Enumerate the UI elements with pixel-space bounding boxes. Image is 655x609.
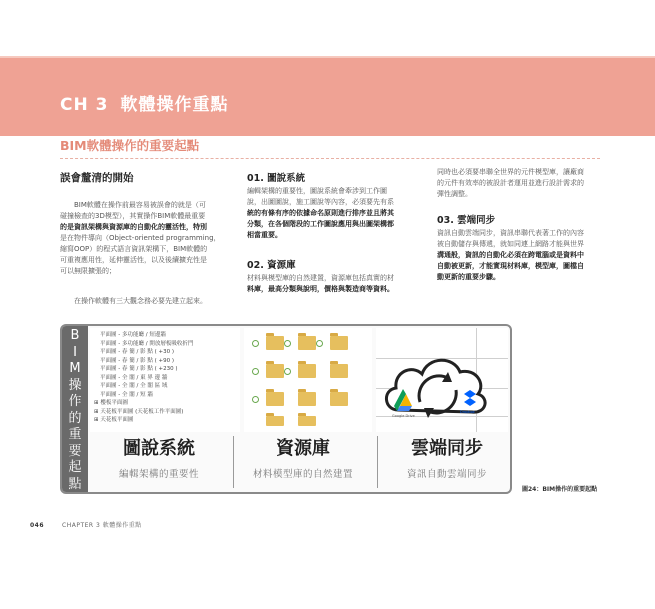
col3-line: 彈性調整。 [437, 190, 472, 198]
tree-row[interactable]: 平面圖 - 春 簡 / 影 點 ( +30 ) [100, 349, 174, 355]
side-char: 點 [68, 476, 82, 492]
sync-check-icon [316, 340, 323, 347]
col2-line: 統的有條有序的依據命名原則進行排序並且將其 [247, 209, 394, 217]
col1-line: 可重複應用性，延伸靈活性，以及後續擴充性是 [60, 256, 207, 264]
side-char: B [70, 328, 80, 343]
caption-main: 資源庫 [276, 438, 330, 459]
col2-paragraph-1 [247, 186, 423, 241]
col3-line: 動更新的重要步驟。 [437, 273, 500, 281]
expand-icon[interactable]: ⊞ [94, 400, 101, 406]
sync-check-icon [284, 340, 291, 347]
folder-icon[interactable] [330, 392, 348, 406]
col3-line: 資訊自動雲端同步，資訊串聯代表著工作的內容 [437, 229, 584, 237]
sync-check-icon [252, 368, 259, 375]
col3-paragraph-3 [437, 228, 613, 283]
side-char: M [69, 361, 81, 376]
col3-heading-3: 03. 雲端同步 [437, 215, 496, 226]
tree-row[interactable]: 平面圖 - 春 簡 / 影 點 ( +90 ) [100, 357, 174, 364]
folder-icon[interactable] [330, 336, 348, 350]
folder-icon[interactable] [298, 416, 316, 426]
col2-heading-2: 02. 資源庫 [247, 260, 296, 271]
col1-heading: 誤會釐清的開始 [60, 172, 134, 184]
caption-sub: 材料模型庫的自然建置 [252, 469, 353, 480]
folder-icon[interactable] [298, 392, 316, 406]
cloud-sync-panel [376, 328, 508, 432]
dropbox-label: Dropbox [460, 410, 475, 414]
col3-line: 自動被更新，才能實現材料庫，模型庫，圖檔自 [437, 262, 584, 270]
google-drive-label: Google Drive [392, 414, 415, 418]
page-footer [30, 520, 142, 529]
col1-paragraph [60, 200, 236, 277]
expand-icon[interactable]: ⊞ [94, 417, 101, 423]
col3-paragraph-0 [437, 167, 613, 200]
folder-icon[interactable] [266, 416, 284, 426]
figure-bim-overview [60, 324, 512, 494]
tree-row[interactable]: 平面圖 - 全 閣 / 東 界 邊 牆 [100, 374, 168, 381]
folder-icon[interactable] [266, 392, 284, 406]
folder-icon[interactable] [266, 336, 284, 350]
chapter-title [60, 90, 228, 115]
caption-main: 雲端同步 [411, 438, 483, 459]
folder-icon[interactable] [298, 336, 316, 350]
col3-line: 同時也必須要串聯全世界的元件模型庫，讓廠商 [437, 168, 584, 176]
col2-line: 材料與模型庫的自然建置，資源庫包括真實的材 [247, 274, 394, 282]
caption-sub: 資訊自動雲端同步 [406, 469, 487, 480]
tree-row[interactable]: ⊞ 樓板平面圖 [94, 400, 128, 406]
side-char: 的 [68, 410, 82, 426]
expand-icon[interactable]: ⊞ [94, 408, 101, 415]
col1-line: BIM軟體在操作前最容易被誤會的就是（可 [74, 201, 206, 209]
col1-line: 是在物件導向（Object-oriented programming， [60, 234, 221, 242]
sync-check-icon [252, 396, 259, 403]
col3-line: 被自動儲存與傳遞，就如同連上網路才能與世界 [437, 240, 584, 248]
side-char: 起 [68, 460, 82, 475]
tree-row[interactable]: 平面圖 - 多功能廳 / 短邊牆 [100, 332, 166, 338]
side-char: 操 [68, 377, 82, 393]
folder-icon[interactable] [266, 364, 284, 378]
folder-icon[interactable] [330, 364, 348, 378]
sync-check-icon [284, 368, 291, 375]
chapter-number: CH 3 [60, 95, 109, 115]
col2-paragraph-2 [247, 273, 423, 295]
figure-side-label [62, 326, 88, 492]
figure-caption: 圖24：BIM操作的重要起點 [522, 486, 598, 493]
col2-line: 說，出圖圖說，施工圖說等內容，必須要先有系 [247, 198, 394, 206]
side-char: 作 [68, 394, 82, 409]
col1-line: 碰撞檢查的3D模型），其實操作BIM軟體最重要 [60, 212, 206, 220]
tree-row[interactable]: 平面圖 - 全 閣 / 全 閣 區 域 [100, 383, 168, 389]
section-divider [60, 158, 600, 159]
section-title: BIM軟體操作的重要起點 [60, 138, 200, 153]
tree-row[interactable]: ⊞ 天花板平面圖 (天花板工作平面圖) [94, 408, 184, 415]
tree-row[interactable]: 平面圖 - 多功能廳 / 開放層板吸收折門 [100, 340, 194, 347]
sync-check-icon [252, 340, 259, 347]
side-char: 要 [68, 443, 82, 459]
footer-chapter: CHAPTER 3 軟體操作重點 [62, 522, 142, 529]
side-char: I [73, 344, 77, 360]
tree-row[interactable]: 平面圖 - 春 簡 / 影 點 ( +230 ) [100, 366, 178, 372]
folder-icon[interactable] [298, 364, 316, 378]
col2-line: 編輯架構的重要性，圖說系統會牽涉到工作圖 [247, 187, 387, 195]
col2-line: 分類，在各個階段的工作圖說應用與出圖架構都 [247, 220, 394, 228]
col2-line: 料庫，最高分類與說明，價格與製造商等資料。 [247, 285, 394, 293]
caption-drawing-system [90, 432, 228, 492]
col1-line: 縮寫OOP）的程式語言資訊架構下，BIM軟體的 [60, 245, 208, 253]
project-browser-tree [90, 328, 240, 432]
tree-row[interactable]: 平面圖 - 全 閣 / 短 牆 [100, 391, 153, 398]
col3-line: 溝通般，資訊的自動化必須在跨電腦或是資料中 [437, 251, 584, 259]
resource-folder-grid [244, 328, 372, 432]
page-number: 046 [30, 522, 45, 529]
caption-sub: 編輯架構的重要性 [118, 469, 199, 480]
tree-row[interactable]: ⊞ 天花板平面圖 [94, 417, 134, 423]
chapter-name: 軟體操作重點 [120, 95, 229, 115]
col1-closing: 在操作軟體有三大觀念務必要先建立起來。 [74, 297, 207, 305]
col2-line: 相當重要。 [247, 231, 282, 239]
caption-resource-library [234, 432, 372, 492]
col3-line: 的元件有效率的被設計者運用並進行設計需求的 [437, 179, 584, 187]
col2-heading-1: 01. 圖說系統 [247, 173, 306, 184]
col1-line: 的是資訊架構與資源庫的自動化的靈活性，特別 [60, 223, 207, 231]
caption-main: 圖說系統 [123, 438, 195, 459]
figure-captions [90, 432, 510, 492]
side-char: 重 [68, 427, 82, 442]
caption-cloud-sync [378, 432, 512, 492]
col1-line: 可以無限擴張的； [60, 267, 116, 275]
